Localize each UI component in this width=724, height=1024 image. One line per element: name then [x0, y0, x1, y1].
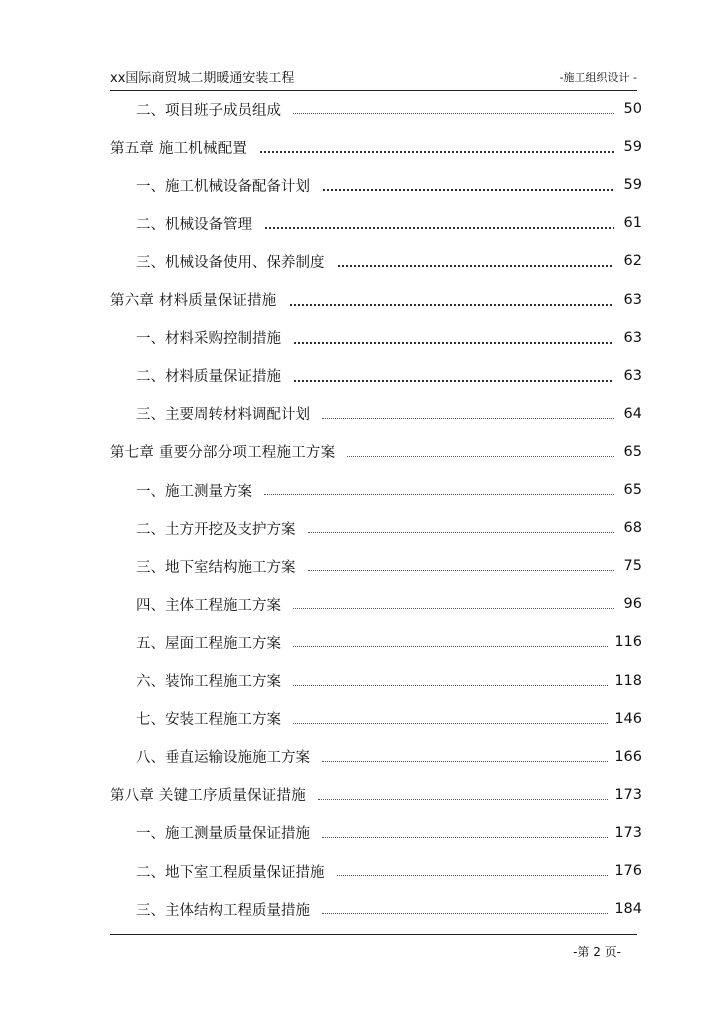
toc-entry-title: 三、机械设备使用、保养制度 — [136, 254, 325, 271]
toc-leader-dots — [337, 265, 615, 267]
toc-chapter-row[interactable] — [110, 288, 642, 312]
toc-section-row[interactable] — [110, 707, 642, 731]
toc-page-number: 65 — [623, 443, 642, 460]
toc-page-number: 184 — [614, 901, 642, 918]
page-number: -第 2 页- — [573, 945, 621, 959]
toc-entry-title: 二、机械设备管理 — [136, 216, 252, 233]
document-title: xx国际商贸城二期暖通安装工程 — [110, 71, 295, 86]
toc-page-number: 63 — [623, 291, 642, 308]
toc-page-number: 63 — [623, 367, 642, 384]
toc-page-number: 59 — [623, 177, 642, 194]
toc-section-row[interactable] — [110, 592, 642, 616]
toc-section-row[interactable] — [110, 630, 642, 654]
toc-leader-dots — [337, 874, 609, 876]
toc-entry-title: 一、施工机械设备配备计划 — [136, 178, 310, 195]
toc-entry-title: 第五章 施工机械配置 — [110, 140, 248, 157]
toc-entry-title: 二、地下室工程质量保证措施 — [136, 864, 325, 881]
toc-page-number: 59 — [623, 139, 642, 156]
toc-leader-dots — [293, 607, 614, 609]
toc-entry-title: 二、项目班子成员组成 — [136, 102, 281, 119]
toc-entry-title: 八、垂直运输设施施工方案 — [136, 750, 310, 767]
toc-page-number: 173 — [614, 786, 642, 803]
toc-leader-dots — [322, 417, 614, 419]
toc-page-number: 50 — [623, 101, 642, 117]
toc-section-row[interactable] — [110, 402, 642, 426]
toc-entry-title: 一、材料采购控制措施 — [136, 331, 281, 348]
toc-entry-title: 三、地下室结构施工方案 — [136, 559, 296, 576]
toc-page-number: 166 — [614, 748, 642, 765]
toc-page-number: 62 — [623, 253, 642, 270]
toc-entry-title: 三、主要周转材料调配计划 — [136, 407, 310, 424]
toc-chapter-row[interactable] — [110, 135, 642, 159]
toc-chapter-row[interactable] — [110, 783, 642, 807]
toc-leader-dots — [318, 798, 608, 800]
toc-page-number: 61 — [623, 215, 642, 232]
toc-section-row[interactable] — [110, 478, 642, 502]
toc-leader-dots — [308, 569, 615, 571]
toc-section-row[interactable] — [110, 211, 642, 235]
toc-page-number: 176 — [614, 863, 642, 879]
toc-entry-title: 第七章 重要分部分项工程施工方案 — [110, 445, 336, 462]
toc-leader-dots — [264, 227, 614, 229]
toc-section-row[interactable] — [110, 173, 642, 197]
toc-leader-dots — [289, 304, 614, 306]
toc-section-row[interactable] — [110, 516, 642, 540]
toc-page-number: 64 — [623, 405, 642, 422]
toc-page-number: 116 — [614, 634, 642, 651]
toc-entry-title: 第六章 材料质量保证措施 — [110, 293, 277, 309]
toc-section-row[interactable] — [110, 669, 642, 693]
toc-leader-dots — [322, 912, 608, 914]
toc-page-number: 68 — [623, 520, 642, 537]
toc-leader-dots — [293, 645, 608, 647]
toc-entry-title: 五、屋面工程施工方案 — [136, 635, 281, 652]
toc-leader-dots — [347, 455, 614, 457]
toc-section-row[interactable] — [110, 364, 642, 388]
toc-section-row[interactable] — [110, 859, 642, 883]
toc-entry-title: 第八章 关键工序质量保证措施 — [110, 788, 306, 805]
section-title: -施工组织设计 - — [559, 71, 637, 84]
toc-entry-title: 二、材料质量保证措施 — [136, 369, 281, 386]
toc-leader-dots — [259, 151, 614, 153]
toc-section-row[interactable] — [110, 897, 642, 921]
footer-divider — [110, 934, 637, 935]
toc-page-number: 75 — [623, 558, 642, 575]
toc-page-number: 118 — [614, 672, 642, 689]
toc-entry-title: 二、土方开挖及支护方案 — [136, 521, 296, 538]
toc-section-row[interactable] — [110, 97, 642, 121]
toc-entry-title: 三、主体结构工程质量措施 — [136, 902, 310, 919]
toc-section-row[interactable] — [110, 821, 642, 845]
toc-leader-dots — [308, 531, 615, 533]
toc-section-row[interactable] — [110, 745, 642, 769]
toc-leader-dots — [322, 836, 608, 838]
toc-leader-dots — [293, 722, 608, 724]
toc-page-number: 63 — [623, 329, 642, 346]
toc-entry-title: 一、施工测量质量保证措施 — [136, 826, 310, 843]
toc-entry-title: 一、施工测量方案 — [136, 483, 252, 500]
toc-leader-dots — [322, 760, 608, 762]
toc-page-number: 173 — [614, 824, 642, 841]
toc-leader-dots — [264, 493, 614, 495]
toc-leader-dots — [293, 112, 614, 114]
toc-page-number: 146 — [614, 710, 642, 727]
toc-leader-dots — [293, 684, 608, 686]
toc-leader-dots — [293, 342, 614, 344]
toc-entry-title: 四、主体工程施工方案 — [136, 597, 281, 614]
toc-leader-dots — [322, 189, 614, 191]
toc-section-row[interactable] — [110, 554, 642, 578]
toc-page-number: 65 — [623, 482, 642, 498]
toc-leader-dots — [293, 380, 614, 382]
toc-section-row[interactable] — [110, 249, 642, 273]
toc-page-number: 96 — [623, 596, 642, 613]
toc-chapter-row[interactable] — [110, 440, 642, 464]
toc-section-row[interactable] — [110, 326, 642, 350]
toc-entry-title: 七、安装工程施工方案 — [136, 712, 281, 729]
page-header — [110, 66, 637, 91]
toc-entry-title: 六、装饰工程施工方案 — [136, 674, 281, 690]
